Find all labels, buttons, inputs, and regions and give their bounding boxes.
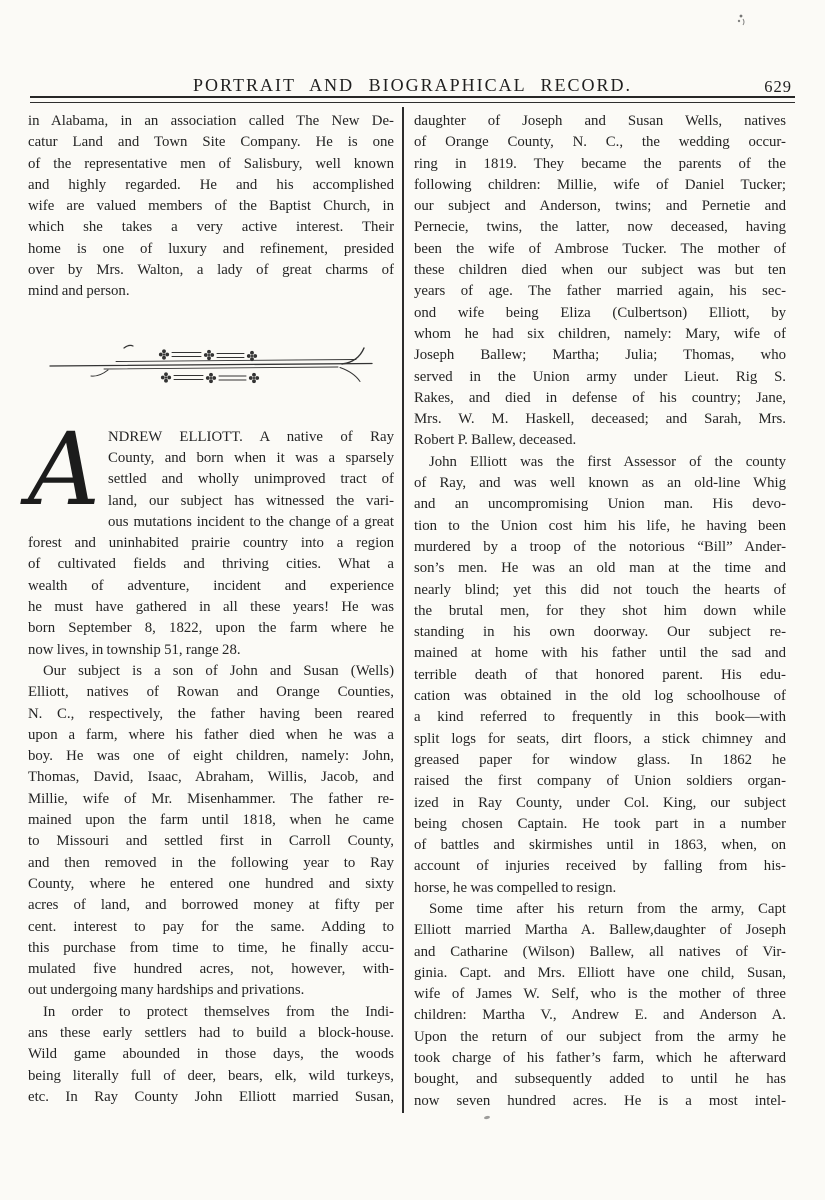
text-line: cent. interest to pay for the same. Adding to	[28, 918, 394, 935]
text-line: standing in his own doorway. Our subject re-	[414, 624, 786, 641]
text-line: Wild game abounded in those days, the woods	[28, 1046, 394, 1063]
text-line: born September 8, 1822, upon the farm where he	[28, 620, 394, 637]
text-line: Elliott married Martha A. Ballew,daughter of Joseph	[414, 922, 786, 939]
text-line: Our subject is a son of John and Susan (Wells)	[43, 662, 394, 679]
text-line: the brutal men, for they shot him down while	[414, 602, 786, 619]
text-line: bought, and subsequently added to until he has	[414, 1071, 786, 1088]
text-line: raised the first company of Union soldiers organ-	[414, 773, 786, 790]
text-line: years of age. The father married again, his sec-	[414, 283, 786, 300]
text-line: a kind referred to frequently in this book—with	[414, 709, 786, 726]
text-line: wife are valued members of the Baptist Church, in	[28, 198, 394, 215]
text-line: mained at home with his father until the sad and	[414, 645, 786, 662]
text-line: ous mutations incident to the change of a great	[108, 513, 394, 530]
right-column	[414, 111, 786, 1112]
paragraph	[28, 1002, 394, 1108]
text-line: land, our subject has witnessed the vari-	[108, 492, 394, 509]
text-line: he must have gathered in all these years! He was	[28, 599, 394, 616]
text-line: and highly regarded. He and his accomplished	[28, 176, 394, 193]
text-line: of the representative men of Salisbury, well known	[28, 155, 394, 172]
text-line: County, and born when it was a sparsely	[108, 449, 394, 466]
text-line: daughter of Joseph and Susan Wells, natives	[414, 113, 786, 129]
text-line: of cultivated fields and thriving cities. What a	[28, 556, 394, 573]
text-line: settled and wholly unimproved tract of	[108, 471, 394, 488]
text-line: and an uncompromising Union man. His devo-	[414, 496, 786, 513]
text-line: NDREW ELLIOTT. A native of Ray	[108, 428, 394, 445]
text-line: and Catharine (Wilson) Ballew, all natives of Vir-	[414, 943, 786, 960]
text-line: horse, he was compelled to resign.	[414, 879, 617, 896]
text-line: whom he had six children, namely: Mary, wife of	[414, 325, 786, 342]
left-column	[28, 111, 394, 1108]
text-line: terrible death of that honored parent. His edu-	[414, 666, 786, 683]
text-line: mind and person.	[28, 283, 130, 300]
text-line: Robert P. Ballew, deceased.	[414, 432, 577, 449]
header-double-rule	[30, 96, 795, 103]
text-line: Thomas, David, Isaac, Abraham, Willis, Jacob, and	[28, 769, 394, 786]
text-line: forest and uninhabited prairie country into a region	[28, 535, 394, 552]
text-line: tion to the Union cost him his life, he having been	[414, 517, 786, 534]
text-line: N. C., respectively, the father having been reared	[28, 705, 394, 722]
paragraph	[414, 111, 786, 452]
paragraph	[28, 661, 394, 1002]
text-line: to Missouri and settled first in Carroll County,	[28, 833, 394, 850]
paragraph	[414, 899, 786, 1112]
text-line: ond wife being Eliza (Culbertson) Elliott, by	[414, 304, 786, 321]
text-line: Millie, wife of Mr. Misenhammer. The father re-	[28, 790, 394, 807]
text-line: account of injuries received by falling from his-	[414, 858, 786, 875]
text-line: wealth of adventure, incident and experience	[28, 577, 394, 594]
text-line: upon a farm, where his father died when he was a	[28, 726, 394, 743]
page-number: 629	[764, 77, 792, 96]
text-line: home is one of luxury and refinement, presided	[28, 240, 394, 257]
text-line: now lives, in township 51, range 28.	[28, 641, 241, 658]
text-line: greased paper for window glass. In 1862 he	[414, 751, 786, 768]
paragraph	[27, 410, 394, 661]
text-line: Some time after his return from the army, Capt	[429, 900, 786, 917]
text-line: ring in 1819. They became the parents of the	[414, 155, 786, 172]
text-line: of Ray, and was well known as an old-line Whig	[414, 475, 786, 492]
text-line: wife of James W. Self, who is the mother of three	[414, 986, 786, 1003]
text-line: acres of land, and borrowed money at fifty per	[28, 897, 394, 914]
text-line: following children: Millie, wife of Daniel Tucker;	[414, 176, 786, 193]
text-line: and then removed in the following year to Ray	[28, 854, 394, 871]
paragraph	[28, 111, 394, 303]
text-line: nearly blind; yet this did not touch the hearts of	[414, 581, 786, 598]
text-line: been the wife of Ambrose Tucker. The mother of	[414, 240, 786, 257]
text-line: Joseph Ballew; Martha; Julia; Thomas, who	[414, 347, 786, 364]
text-line: in Alabama, in an association called The New De-	[28, 113, 394, 129]
text-line: ans these early settlers had to build a block-house.	[28, 1024, 394, 1041]
text-line: murdered by a troop of the notorious “Bill” Ander-	[414, 538, 786, 555]
text-line: In order to protect themselves from the Indi-	[43, 1003, 394, 1020]
text-line: Rakes, and died in defense of his country; Jane,	[414, 389, 786, 406]
ink-smudge	[735, 12, 749, 30]
section-divider-ornament	[28, 333, 394, 397]
text-line: out undergoing many hardships and privations.	[28, 982, 305, 999]
ink-speck	[484, 1115, 490, 1119]
text-line: son’s men. He was an old man at the time and	[414, 560, 786, 577]
text-line: Elliott, natives of Rowan and Orange Counties,	[28, 684, 394, 701]
text-line: served in the Union army under Lieut. Rig S.	[414, 368, 786, 385]
text-line: mained upon the farm until 1818, when he came	[28, 812, 394, 829]
text-line: which she takes a very active interest. Their	[28, 219, 394, 236]
text-line: this purchase from time to time, he finally accu-	[28, 939, 394, 956]
text-line: of Orange County, N. C., the wedding occur-	[414, 134, 786, 151]
text-line: boy. He was one of eight children, namely: John,	[28, 748, 394, 765]
text-line: being chosen Captain. He took part in a number	[414, 815, 786, 832]
text-line: being literally full of deer, bears, elk, wild turkeys,	[28, 1067, 394, 1084]
text-line: catur Land and Town Site Company. He is one	[28, 134, 394, 151]
text-line: of battles and skirmishes until in 1863, when, on	[414, 837, 786, 854]
paragraph	[414, 452, 786, 899]
text-line: cation was obtained in the old log schoolhouse of	[414, 688, 786, 705]
text-line: John Elliott was the first Assessor of the county	[429, 453, 786, 470]
text-line: Mrs. W. M. Haskell, deceased; and Sarah, Mrs.	[414, 411, 786, 428]
text-line: ginia. Capt. and Mrs. Elliott have one child, Susan,	[414, 964, 786, 981]
text-line: our subject and Anderson, twins; and Pernetie and	[414, 198, 786, 215]
column-divider-rule	[402, 107, 404, 1113]
text-line: Upon the return of our subject from the army he	[414, 1028, 786, 1045]
running-header-title: PORTRAIT AND BIOGRAPHICAL RECORD.	[193, 75, 632, 95]
text-line: Pernecie, twins, the latter, now deceased, having	[414, 219, 786, 236]
text-line: over by Mrs. Walton, a lady of great charms of	[28, 262, 394, 279]
text-line: ized in Ray County, under Col. King, our subject	[414, 794, 786, 811]
text-line: etc. In Ray County John Elliott married Susan,	[28, 1088, 394, 1105]
text-line: mulated five hundred acres, not, however, with-	[28, 961, 394, 978]
drop-cap-initial: A	[27, 410, 101, 528]
text-line: took charge of his father’s farm, which he afterward	[414, 1050, 786, 1067]
text-line: County, where he entered one hundred and sixty	[28, 875, 394, 892]
text-line: split logs for seats, dirt floors, a stick chimney and	[414, 730, 786, 747]
text-line: now seven hundred acres. He is a most intel-	[414, 1092, 786, 1109]
text-line: these children died when our subject was but ten	[414, 262, 786, 279]
text-line: children: Martha V., Andrew E. and Anderson A.	[414, 1007, 786, 1024]
